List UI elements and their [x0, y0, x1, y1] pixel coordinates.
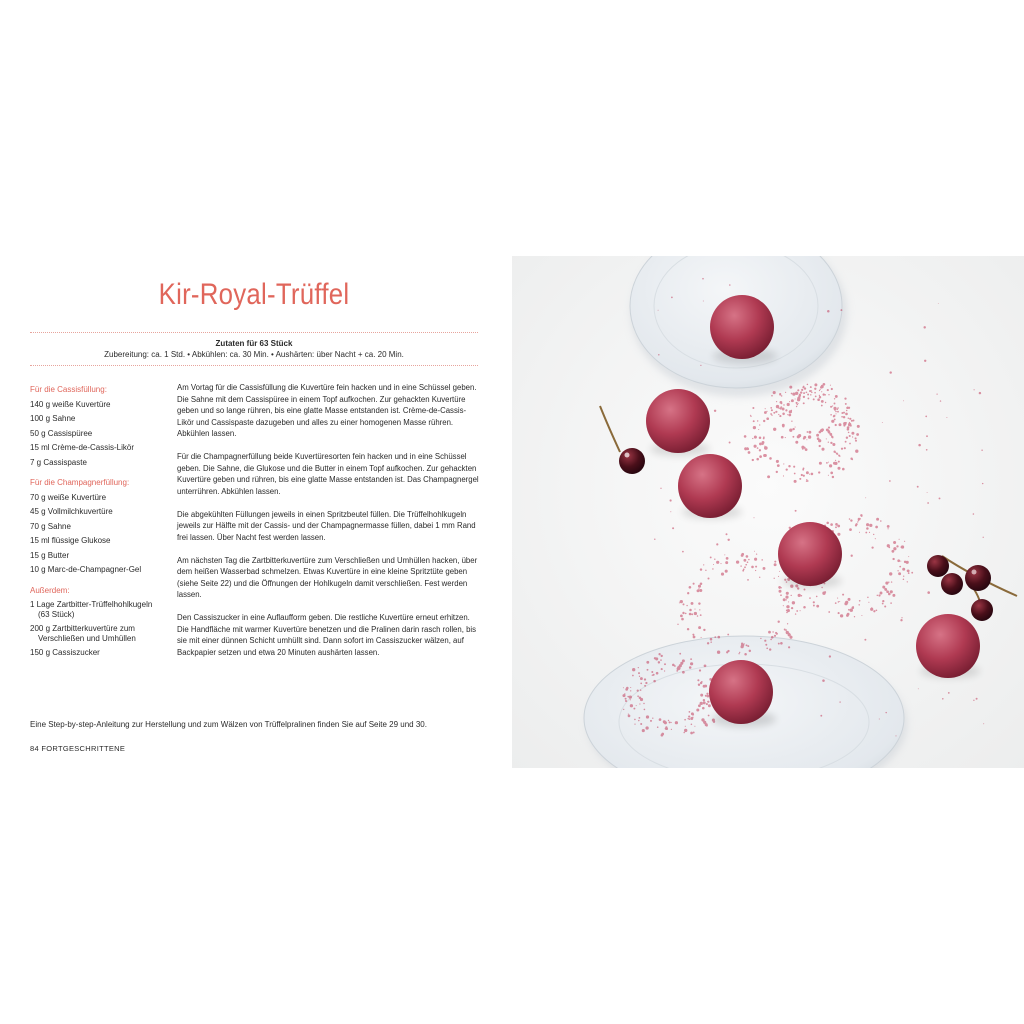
truffle-photo	[512, 256, 1024, 768]
ingredient-item: 1 Lage Zartbitter-Trüffelhohlkugeln (63 Stück)	[30, 600, 153, 619]
method-paragraph: Für die Champagnerfüllung beide Kuvertüresorten fein hacken und in eine Schüssel geben. Die Sahne, die Glukose und die Butter in einem Topf aufkochen. Zur gehackten Kuvertüre geben und rühren, bis eine glatte Masse entstanden ist. Das Champagnergel unterrühren. Abkühlen lassen.	[177, 452, 479, 496]
ingredient-item: 7 g Cassispaste	[30, 457, 87, 467]
ingredient-item: 200 g Zartbitterkuvertüre zum Verschließen und Umhüllen	[30, 624, 136, 643]
ingredient-item: 140 g weiße Kuvertüre	[30, 399, 111, 409]
ingredient-item: 70 g Sahne	[30, 521, 71, 531]
ingredient-item: 100 g Sahne	[30, 414, 76, 423]
ingredient-item: 150 g Cassiszucker	[30, 648, 100, 657]
page-number: 84	[30, 744, 39, 753]
ingredient-item: 15 ml flüssige Glukose	[30, 536, 111, 545]
recipe-title: Kir-Royal-Trüffel	[158, 278, 350, 311]
ingredient-section-heading: Für die Cassisfüllung:	[30, 385, 107, 394]
method-paragraph: Den Cassiszucker in eine Auflaufform geben. Die restliche Kuvertüre erneut erhitzen. Die Handfläche mit warmer Kuvertüre benetzen und die Pralinen darin rasch rollen, bis sie mit einer dünnen Schicht umhüllt sind. Dann sofort im Cassiszucker wälzen, auf Backpapier setzen und etwa 20 Minuten aushärten lassen.	[177, 613, 477, 657]
ingredient-section-heading: Außerdem:	[30, 585, 70, 595]
ingredient-list	[30, 383, 160, 661]
section-name: FORTGESCHRITTENE	[41, 744, 126, 753]
divider-bottom	[30, 365, 478, 366]
page-folio	[30, 744, 125, 753]
method-paragraph: Die abgekühlten Füllungen jeweils in einen Spritzbeutel füllen. Die Trüffelhohlkugeln jeweils zur Hälfte mit der Cassis- und der Champagnermasse füllen, dabei 1 mm Rand frei lassen. Über Nacht fest werden lassen.	[177, 509, 476, 542]
ingredient-item: 70 g weiße Kuvertüre	[30, 492, 107, 502]
ingredient-item: 50 g Cassispüree	[30, 428, 93, 438]
method-paragraph: Am Vortag für die Cassisfüllung die Kuvertüre fein hacken und in eine Schüssel geben. Die Sahne mit dem Cassispüree in einem Topf aufkochen. Zur gehackten Kuvertüre geben und so lange rühren, bis eine glatte Masse entstanden ist. Crème-de-Cassis-Likör und Cassispaste dazugeben und alles zu einer homogenen Masse rühren. Abkühlen lassen.	[177, 383, 477, 438]
footnote: Eine Step-by-step-Anleitung zur Herstellung und zum Wälzen von Trüffelpralinen finden Sie auf Seite 29 und 30.	[30, 720, 427, 729]
divider-top	[30, 332, 478, 333]
ingredient-item: 10 g Marc-de-Champagner-Gel	[30, 565, 142, 574]
preparation-times: Zubereitung: ca. 1 Std. • Abkühlen: ca. 30 Min. • Aushärten: über Nacht + ca. 20 Min.	[104, 350, 404, 359]
ingredient-item: 15 g Butter	[30, 550, 70, 560]
ingredient-item: 15 ml Crème-de-Cassis-Likör	[30, 443, 135, 452]
ingredients-yield: Zutaten für 63 Stück	[215, 339, 293, 348]
method-paragraph: Am nächsten Tag die Zartbitterkuvertüre zum Verschließen und Umhüllen hacken, über dem heißen Wasserbad schmelzen. Etwas Kuvertüre in eine kleine Spritztüte geben (siehe Seite 22) und die Öffnungen der Hohlkugeln damit verschließen. Fest werden lassen.	[177, 555, 478, 599]
method-text	[177, 382, 479, 670]
ingredient-section-heading: Für die Champagnerfüllung:	[30, 478, 130, 487]
ingredient-item: 45 g Vollmilchkuvertüre	[30, 507, 113, 516]
